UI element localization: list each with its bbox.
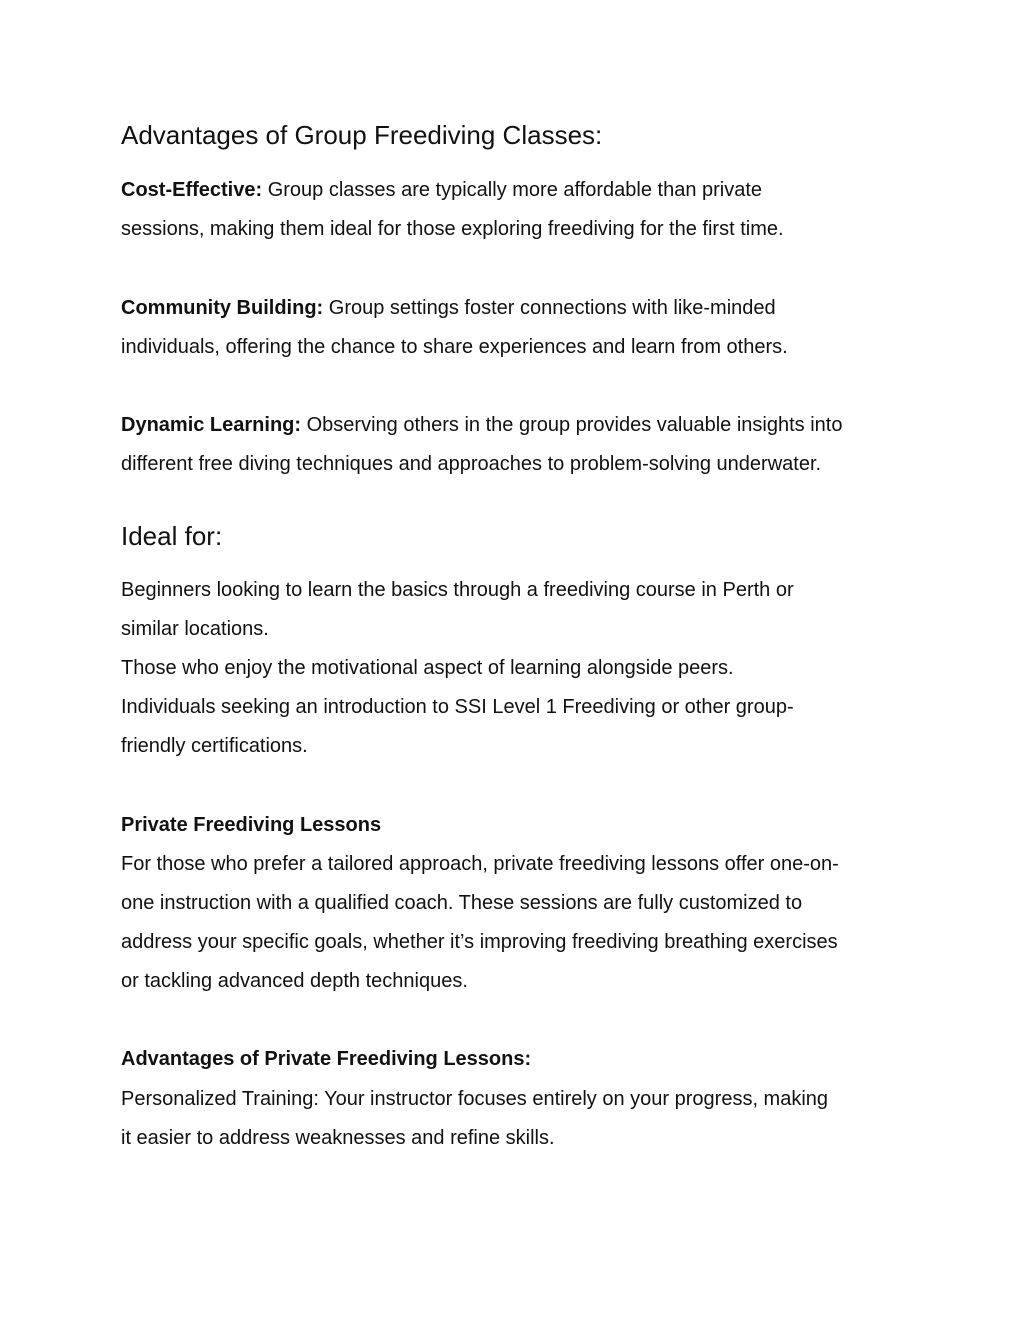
private-advantages-line: Personalized Training: Your instructor focuses entirely on your progress, making [121,1088,829,1110]
private-advantages-heading: Advantages of Private Freediving Lessons: [121,1048,532,1070]
community-building-label: Community Building: [121,297,324,319]
dynamic-learning-line-2: different free diving techniques and approaches to problem-solving underwater. [121,453,822,475]
ideal-for-line: Beginners looking to learn the basics through a freediving course in Perth or [121,579,794,601]
community-building-line-2: individuals, offering the chance to share experiences and learn from others. [121,336,788,358]
ideal-for-line: Individuals seeking an introduction to SSI Level 1 Freediving or other group- [121,696,794,718]
private-lessons-line: address your specific goals, whether it’s improving freediving breathing exercises [121,931,838,953]
private-lessons-line: one instruction with a qualified coach. These sessions are fully customized to [121,892,803,914]
community-building-text: Group settings foster connections with like-minded [328,297,776,319]
cost-effective-line-2: sessions, making them ideal for those exploring freediving for the first time. [121,218,784,240]
cost-effective-line-1 [121,178,762,202]
ideal-for-line: similar locations. [121,618,269,640]
dynamic-learning-label: Dynamic Learning: [121,414,302,436]
community-building-line-1 [121,296,776,320]
private-lessons-heading: Private Freediving Lessons [121,814,382,836]
cost-effective-label: Cost-Effective: [121,179,263,201]
group-advantages-heading: Advantages of Group Freediving Classes: [121,120,603,150]
private-advantages-line: it easier to address weaknesses and refine skills. [121,1127,555,1149]
ideal-for-line: friendly certifications. [121,735,308,757]
private-lessons-line: or tackling advanced depth techniques. [121,970,468,992]
cost-effective-text: Group classes are typically more affordable than private [267,179,763,201]
ideal-for-heading: Ideal for: [121,521,223,551]
ideal-for-line: Those who enjoy the motivational aspect of learning alongside peers. [121,657,734,679]
dynamic-learning-line-1 [121,413,842,437]
private-lessons-line: For those who prefer a tailored approach, private freediving lessons offer one-on- [121,853,839,875]
dynamic-learning-text: Observing others in the group provides valuable insights into [306,414,843,436]
